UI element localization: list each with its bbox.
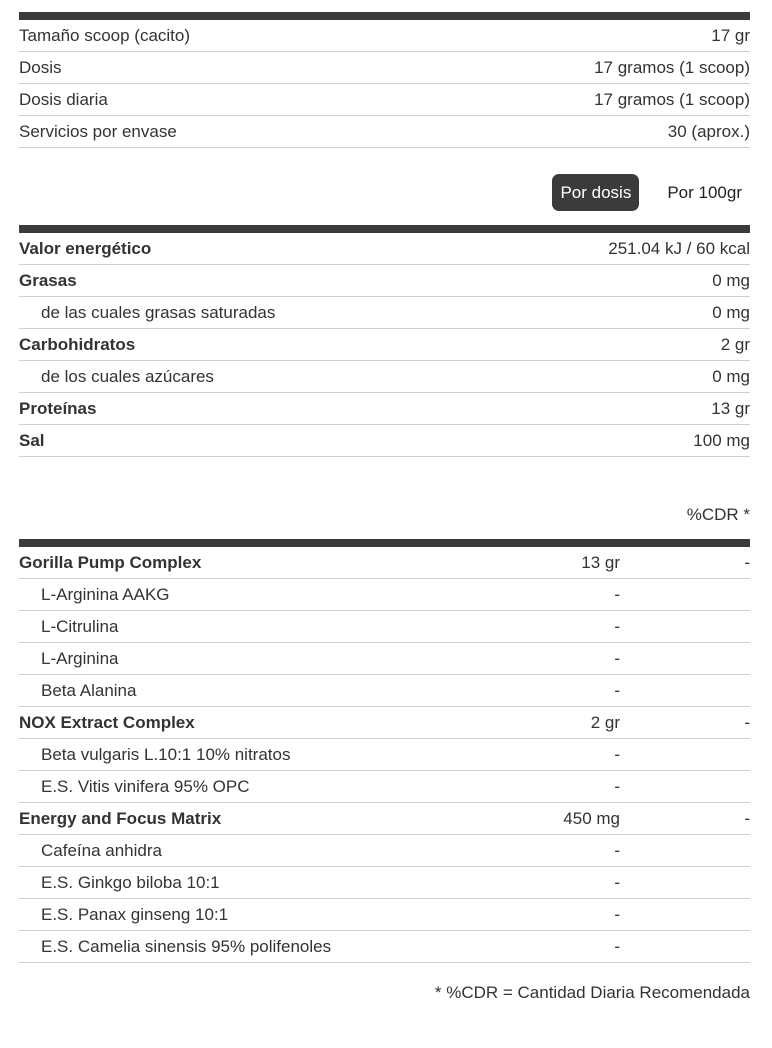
tab-por-dosis[interactable]: Por dosis (552, 174, 639, 211)
ingredient-amount: 2 gr (590, 712, 620, 732)
ingredient-amount: - (614, 904, 620, 924)
ingredient-cdr: - (744, 552, 750, 572)
serving-row (19, 84, 750, 116)
ingredient-cdr: - (744, 712, 750, 732)
nutrition-row (19, 297, 750, 329)
ingredient-label: NOX Extract Complex (19, 712, 195, 732)
serving-label: Dosis (19, 57, 62, 77)
ingredient-amount: - (614, 584, 620, 604)
nutrient-value: 100 mg (693, 430, 750, 450)
nutrient-value: 0 mg (712, 270, 750, 290)
ingredient-row (19, 643, 750, 675)
ingredient-row (19, 803, 750, 835)
ingredient-label: E.S. Ginkgo biloba 10:1 (41, 872, 220, 892)
ingredient-amount: - (614, 616, 620, 636)
ingredient-label: Energy and Focus Matrix (19, 808, 222, 828)
nutrition-row (19, 425, 750, 457)
ingredient-label: Beta vulgaris L.10:1 10% nitratos (41, 744, 291, 764)
tab-por-100gr[interactable]: Por 100gr (667, 183, 742, 202)
ingredient-label: Gorilla Pump Complex (19, 552, 202, 572)
nutrient-label: de los cuales azúcares (41, 366, 214, 386)
ingredient-row (19, 899, 750, 931)
cdr-column-header: %CDR * (686, 505, 750, 524)
serving-table (19, 20, 750, 148)
serving-value: 17 gramos (1 scoop) (594, 57, 750, 77)
nutrient-value: 0 mg (712, 302, 750, 322)
ingredient-row (19, 835, 750, 867)
ingredient-label: L-Arginina AAKG (41, 584, 170, 604)
serving-label: Servicios por envase (19, 121, 177, 141)
ingredient-label: E.S. Panax ginseng 10:1 (41, 904, 229, 924)
ingredient-row (19, 675, 750, 707)
ingredients-table (19, 547, 750, 963)
ingredient-amount: - (614, 840, 620, 860)
ingredients-divider (19, 539, 750, 547)
serving-label: Dosis diaria (19, 89, 108, 109)
ingredient-row (19, 771, 750, 803)
nutrient-label: Proteínas (19, 398, 97, 418)
serving-row (19, 116, 750, 148)
ingredient-label: E.S. Camelia sinensis 95% polifenoles (41, 936, 332, 956)
top-divider (19, 12, 750, 20)
ingredient-row (19, 931, 750, 963)
ingredient-amount: 450 mg (563, 808, 620, 828)
ingredient-amount: - (614, 776, 620, 796)
nutrition-panel (19, 12, 750, 1003)
serving-value: 30 (aprox.) (667, 121, 750, 141)
ingredient-label: E.S. Vitis vinifera 95% OPC (41, 776, 250, 796)
nutrition-row (19, 233, 750, 265)
ingredient-label: Beta Alanina (41, 680, 137, 700)
ingredient-amount: - (614, 936, 620, 956)
ingredient-amount: - (614, 872, 620, 892)
ingredient-amount: 13 gr (581, 552, 620, 572)
nutrition-row (19, 361, 750, 393)
ingredient-row (19, 611, 750, 643)
nutrient-label: Sal (19, 430, 45, 450)
cdr-footnote: * %CDR = Cantidad Diaria Recomendada (434, 983, 750, 1002)
nutrient-label: Grasas (19, 270, 77, 290)
nutrition-row (19, 329, 750, 361)
serving-value: 17 gramos (1 scoop) (594, 89, 750, 109)
serving-row (19, 52, 750, 84)
ingredient-row (19, 867, 750, 899)
ingredient-row (19, 547, 750, 579)
ingredient-label: Cafeína anhidra (41, 840, 162, 860)
serving-value: 17 gr (711, 25, 750, 45)
nutrient-label: Valor energético (19, 238, 152, 258)
ingredient-amount: - (614, 680, 620, 700)
serving-row (19, 20, 750, 52)
nutrition-table (19, 233, 750, 457)
nutrition-row (19, 393, 750, 425)
nutrition-divider (19, 225, 750, 233)
ingredient-row (19, 579, 750, 611)
nutrient-value: 13 gr (711, 398, 750, 418)
nutrient-value: 2 gr (720, 334, 750, 354)
nutrient-label: Carbohidratos (19, 334, 136, 354)
nutrient-label: de las cuales grasas saturadas (41, 302, 276, 322)
ingredient-label: L-Arginina (41, 648, 119, 668)
serving-label: Tamaño scoop (cacito) (19, 25, 191, 45)
ingredient-row (19, 707, 750, 739)
nutrient-value: 0 mg (712, 366, 750, 386)
nutrition-row (19, 265, 750, 297)
ingredient-amount: - (614, 648, 620, 668)
dose-tabs (19, 174, 750, 211)
ingredient-row (19, 739, 750, 771)
nutrient-value: 251.04 kJ / 60 kcal (608, 238, 750, 258)
ingredient-label: L-Citrulina (41, 616, 119, 636)
ingredient-amount: - (614, 744, 620, 764)
ingredient-cdr: - (744, 808, 750, 828)
